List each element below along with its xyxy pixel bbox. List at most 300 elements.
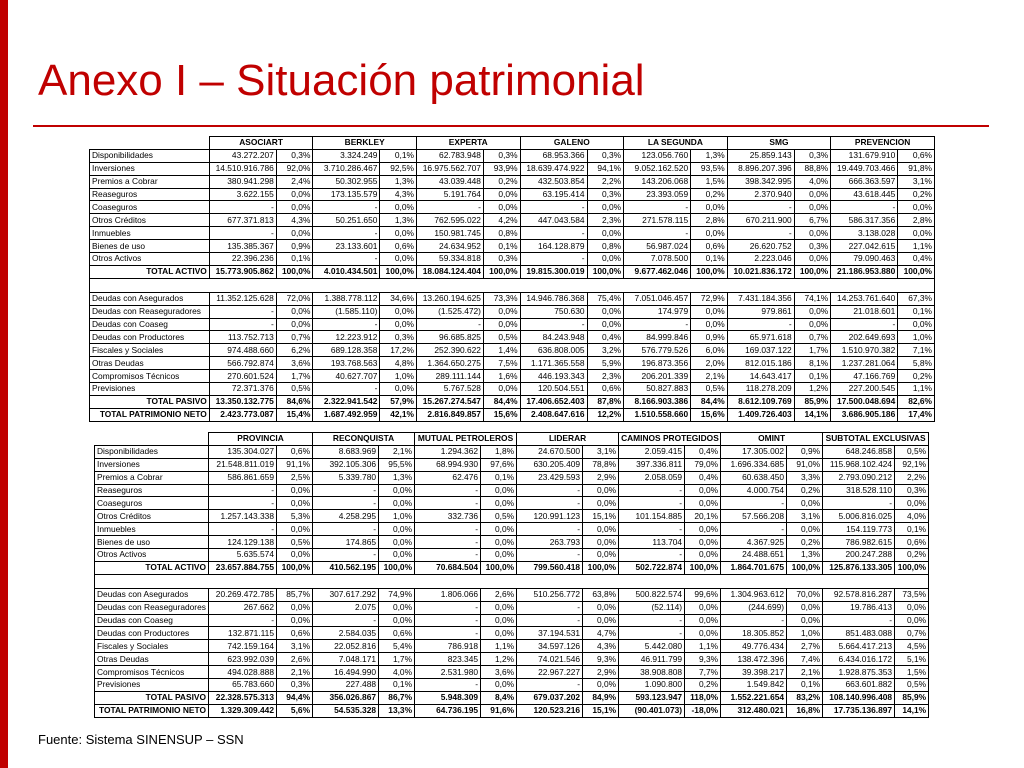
percent-cell: 0,0% <box>277 614 313 627</box>
amount-cell: 812.015.186 <box>727 357 794 370</box>
percent-cell: 0,0% <box>583 614 619 627</box>
percent-cell: 0,0% <box>794 188 831 201</box>
percent-cell: 85,9% <box>895 691 929 704</box>
amount-cell: 79.090.463 <box>831 253 898 266</box>
percent-cell: 2,1% <box>277 666 313 679</box>
percent-cell: 0,2% <box>787 484 823 497</box>
percent-cell: 1,3% <box>691 149 728 162</box>
amount-cell: 1.864.701.675 <box>721 561 787 574</box>
percent-cell: 0,0% <box>380 201 417 214</box>
percent-cell: 0,2% <box>685 679 721 692</box>
amount-cell: 666.363.597 <box>831 175 898 188</box>
percent-cell: 100,0% <box>787 561 823 574</box>
amount-cell: 289.111.144 <box>416 370 483 383</box>
percent-cell: 0,2% <box>787 536 823 549</box>
percent-cell: 0,0% <box>691 201 728 214</box>
percent-cell: 63,8% <box>583 588 619 601</box>
percent-cell: 72,9% <box>691 292 728 305</box>
total-activo-row <box>95 561 929 574</box>
amount-cell: 150.981.745 <box>416 227 483 240</box>
percent-cell: 0,5% <box>691 383 728 396</box>
amount-cell: 677.371.813 <box>209 214 276 227</box>
table-row <box>90 175 935 188</box>
amount-cell: 3.686.905.186 <box>831 408 898 421</box>
percent-cell: 0,6% <box>691 240 728 253</box>
percent-cell: 0,1% <box>276 253 313 266</box>
percent-cell: 0,0% <box>794 305 831 318</box>
amount-cell: - <box>415 601 481 614</box>
percent-cell: 1,8% <box>481 445 517 458</box>
table-row <box>90 188 935 201</box>
percent-cell: 88,8% <box>794 162 831 175</box>
amount-cell: 630.205.409 <box>517 458 583 471</box>
amount-cell: 21.548.811.019 <box>209 458 277 471</box>
amount-cell: 2.816.849.857 <box>416 408 483 421</box>
column-header: GALENO <box>520 137 624 150</box>
percent-cell: 0,0% <box>787 523 823 536</box>
percent-cell: 2,6% <box>481 588 517 601</box>
amount-cell: - <box>517 497 583 510</box>
percent-cell: 0,0% <box>277 549 313 562</box>
amount-cell: 586.317.356 <box>831 214 898 227</box>
percent-cell: 93,9% <box>483 162 520 175</box>
percent-cell: 0,3% <box>277 679 313 692</box>
percent-cell: 17,4% <box>898 408 935 421</box>
percent-cell: 0,0% <box>481 627 517 640</box>
amount-cell: 2.223.046 <box>727 253 794 266</box>
amount-cell: 143.206.068 <box>624 175 691 188</box>
amount-cell: 47.166.769 <box>831 370 898 383</box>
percent-cell: 0,9% <box>787 445 823 458</box>
percent-cell: 13,3% <box>379 704 415 717</box>
row-label: Bienes de uso <box>90 240 210 253</box>
amount-cell: 227.200.545 <box>831 383 898 396</box>
amount-cell: - <box>313 201 380 214</box>
percent-cell: 4,7% <box>583 627 619 640</box>
table-row <box>95 640 929 653</box>
amount-cell: 5.006.816.025 <box>823 510 895 523</box>
amount-cell: 96.685.825 <box>416 331 483 344</box>
amount-cell: - <box>520 201 587 214</box>
percent-cell: 2,8% <box>691 214 728 227</box>
percent-cell: 0,6% <box>277 627 313 640</box>
table-row <box>90 331 935 344</box>
amount-cell: 446.193.343 <box>520 370 587 383</box>
amount-cell: - <box>517 484 583 497</box>
table-row <box>95 627 929 640</box>
amount-cell: 356.026.867 <box>313 691 379 704</box>
table-row <box>90 344 935 357</box>
amount-cell: - <box>619 549 685 562</box>
amount-cell: 2.058.059 <box>619 471 685 484</box>
amount-cell: 24.634.952 <box>416 240 483 253</box>
percent-cell: 0,0% <box>380 253 417 266</box>
percent-cell: 92,1% <box>895 458 929 471</box>
percent-cell: 0,0% <box>277 497 313 510</box>
amount-cell: 174.979 <box>624 305 691 318</box>
amount-cell: 43.039.448 <box>416 175 483 188</box>
column-header: OMINT <box>721 433 823 446</box>
percent-cell: 0,0% <box>483 305 520 318</box>
amount-cell: 22.052.816 <box>313 640 379 653</box>
amount-cell: 50.827.883 <box>624 383 691 396</box>
row-label: TOTAL PASIVO <box>90 395 210 408</box>
table-row <box>90 240 935 253</box>
percent-cell: 0,5% <box>481 510 517 523</box>
amount-cell: - <box>209 614 277 627</box>
column-header: ASOCIART <box>209 137 313 150</box>
amount-cell: 586.861.659 <box>209 471 277 484</box>
percent-cell: 0,0% <box>587 318 624 331</box>
amount-cell: - <box>209 305 276 318</box>
amount-cell: 227.488 <box>313 679 379 692</box>
percent-cell: 0,0% <box>895 614 929 627</box>
percent-cell: 94,4% <box>277 691 313 704</box>
percent-cell: 0,0% <box>379 601 415 614</box>
amount-cell: 135.304.027 <box>209 445 277 458</box>
percent-cell: 0,1% <box>787 679 823 692</box>
amount-cell: - <box>727 201 794 214</box>
percent-cell: 1,5% <box>895 666 929 679</box>
amount-cell: 15.773.905.862 <box>209 265 276 278</box>
percent-cell: 0,0% <box>277 484 313 497</box>
percent-cell: 100,0% <box>277 561 313 574</box>
source-note: Fuente: Sistema SINENSUP – SSN <box>38 732 244 747</box>
row-label: Disponibilidades <box>95 445 209 458</box>
amount-cell: - <box>313 383 380 396</box>
amount-cell: 84.243.948 <box>520 331 587 344</box>
amount-cell: 397.336.811 <box>619 458 685 471</box>
amount-cell: 1.257.143.338 <box>209 510 277 523</box>
percent-cell: 0,0% <box>583 484 619 497</box>
amount-cell: 108.140.996.408 <box>823 691 895 704</box>
column-header: RECONQUISTA <box>313 433 415 446</box>
percent-cell: 15,1% <box>583 704 619 717</box>
row-label: TOTAL ACTIVO <box>95 561 209 574</box>
percent-cell: 72,0% <box>276 292 313 305</box>
column-header: SUBTOTAL EXCLUSIVAS <box>823 433 929 446</box>
amount-cell: 2.059.415 <box>619 445 685 458</box>
title-underline <box>33 125 989 127</box>
percent-cell: 0,1% <box>895 523 929 536</box>
amount-cell: - <box>415 679 481 692</box>
amount-cell: 37.194.531 <box>517 627 583 640</box>
percent-cell: 0,0% <box>483 383 520 396</box>
amount-cell: 8.166.903.386 <box>624 395 691 408</box>
percent-cell: 91,6% <box>481 704 517 717</box>
amount-cell: - <box>209 497 277 510</box>
percent-cell: 0,0% <box>685 484 721 497</box>
row-label: Fiscales y Sociales <box>90 344 210 357</box>
percent-cell: 0,4% <box>898 253 935 266</box>
amount-cell: 21.186.953.880 <box>831 265 898 278</box>
percent-cell: 0,6% <box>587 383 624 396</box>
percent-cell: 0,0% <box>898 318 935 331</box>
amount-cell: 202.649.693 <box>831 331 898 344</box>
amount-cell: 566.792.874 <box>209 357 276 370</box>
amount-cell: 21.018.601 <box>831 305 898 318</box>
amount-cell: 851.483.088 <box>823 627 895 640</box>
amount-cell: 19.786.413 <box>823 601 895 614</box>
percent-cell: 0,8% <box>587 240 624 253</box>
amount-cell: - <box>415 614 481 627</box>
amount-cell: 1.928.875.353 <box>823 666 895 679</box>
amount-cell: - <box>831 318 898 331</box>
amount-cell: 13.260.194.625 <box>416 292 483 305</box>
amount-cell: 5.948.309 <box>415 691 481 704</box>
percent-cell: 0,1% <box>691 253 728 266</box>
row-label: Deudas con Coaseg <box>90 318 210 331</box>
percent-cell: 5,3% <box>277 510 313 523</box>
amount-cell: - <box>624 318 691 331</box>
percent-cell: 4,3% <box>276 214 313 227</box>
percent-cell: 3,3% <box>787 471 823 484</box>
percent-cell: 67,3% <box>898 292 935 305</box>
percent-cell: 0,3% <box>895 484 929 497</box>
percent-cell: 0,1% <box>379 679 415 692</box>
percent-cell: 4,3% <box>380 188 417 201</box>
row-label: Otros Activos <box>95 549 209 562</box>
amount-cell: 115.968.102.424 <box>823 458 895 471</box>
amount-cell: 56.987.024 <box>624 240 691 253</box>
amount-cell: - <box>209 318 276 331</box>
amount-cell: - <box>619 484 685 497</box>
percent-cell: 0,0% <box>685 497 721 510</box>
amount-cell: - <box>831 201 898 214</box>
amount-cell: 70.684.504 <box>415 561 481 574</box>
percent-cell: 100,0% <box>587 265 624 278</box>
row-label: Inmuebles <box>95 523 209 536</box>
amount-cell: 5.767.528 <box>416 383 483 396</box>
amount-cell: 648.246.858 <box>823 445 895 458</box>
amount-cell: 40.627.707 <box>313 370 380 383</box>
table-row <box>95 666 929 679</box>
percent-cell: 0,0% <box>685 627 721 640</box>
percent-cell: 0,0% <box>787 614 823 627</box>
percent-cell: 57,9% <box>380 395 417 408</box>
row-label: Coaseguros <box>90 201 210 214</box>
row-label: Reaseguros <box>95 484 209 497</box>
percent-cell: 0,0% <box>587 253 624 266</box>
amount-cell: - <box>517 601 583 614</box>
amount-cell: - <box>517 679 583 692</box>
percent-cell: 4,3% <box>583 640 619 653</box>
amount-cell: (244.699) <box>721 601 787 614</box>
amount-cell: 14.253.761.640 <box>831 292 898 305</box>
amount-cell: 14.946.786.368 <box>520 292 587 305</box>
percent-cell: 16,8% <box>787 704 823 717</box>
percent-cell: 0,0% <box>587 305 624 318</box>
amount-cell: 432.503.854 <box>520 175 587 188</box>
amount-cell: 125.876.133.305 <box>823 561 895 574</box>
amount-cell: 576.779.526 <box>624 344 691 357</box>
amount-cell: 19.815.300.019 <box>520 265 587 278</box>
row-label: Deudas con Asegurados <box>90 292 210 305</box>
amount-cell: - <box>415 536 481 549</box>
percent-cell: 42,1% <box>380 408 417 421</box>
amount-cell: - <box>823 614 895 627</box>
table-row <box>90 214 935 227</box>
amount-cell: 270.601.524 <box>209 370 276 383</box>
percent-cell: 1,0% <box>787 627 823 640</box>
percent-cell: 70,0% <box>787 588 823 601</box>
amount-cell: - <box>520 253 587 266</box>
percent-cell: 4,2% <box>483 214 520 227</box>
percent-cell: 99,6% <box>685 588 721 601</box>
amount-cell: 593.123.947 <box>619 691 685 704</box>
percent-cell: 0,0% <box>787 601 823 614</box>
percent-cell: 100,0% <box>794 265 831 278</box>
amount-cell: 786.982.615 <box>823 536 895 549</box>
percent-cell: 4,0% <box>794 175 831 188</box>
table-row <box>90 149 935 162</box>
table-row <box>95 588 929 601</box>
percent-cell: 0,0% <box>583 601 619 614</box>
percent-cell: 2,6% <box>277 653 313 666</box>
percent-cell: 83,2% <box>787 691 823 704</box>
percent-cell: 0,0% <box>481 484 517 497</box>
amount-cell: 979.861 <box>727 305 794 318</box>
amount-cell: 312.480.021 <box>721 704 787 717</box>
spacer-row <box>95 574 929 588</box>
total-pasivo-row <box>90 395 935 408</box>
table-row <box>95 484 929 497</box>
percent-cell: 2,9% <box>583 666 619 679</box>
percent-cell: 0,3% <box>794 240 831 253</box>
percent-cell: 12,2% <box>587 408 624 421</box>
amount-cell: 46.911.799 <box>619 653 685 666</box>
table-row <box>95 497 929 510</box>
amount-cell: (52.114) <box>619 601 685 614</box>
amount-cell: 823.345 <box>415 653 481 666</box>
amount-cell: - <box>619 497 685 510</box>
amount-cell: 1.090.800 <box>619 679 685 692</box>
percent-cell: 0,0% <box>483 201 520 214</box>
percent-cell: 82,6% <box>898 395 935 408</box>
percent-cell: 9,3% <box>583 653 619 666</box>
percent-cell: 84,4% <box>483 395 520 408</box>
amount-cell: 318.528.110 <box>823 484 895 497</box>
amount-cell: 8.683.969 <box>313 445 379 458</box>
table-situacion-2 <box>94 432 929 718</box>
left-accent-bar <box>0 0 8 768</box>
percent-cell: 2,9% <box>583 471 619 484</box>
percent-cell: 0,0% <box>583 497 619 510</box>
percent-cell: 0,4% <box>685 471 721 484</box>
amount-cell: - <box>209 201 276 214</box>
table-row <box>90 383 935 396</box>
percent-cell: 1,0% <box>380 370 417 383</box>
table-row <box>95 458 929 471</box>
table-row <box>95 679 929 692</box>
amount-cell: 17.305.002 <box>721 445 787 458</box>
percent-cell: 0,0% <box>276 188 313 201</box>
amount-cell: 17.500.048.694 <box>831 395 898 408</box>
amount-cell: - <box>313 318 380 331</box>
percent-cell: 0,3% <box>483 253 520 266</box>
amount-cell: 65.783.660 <box>209 679 277 692</box>
percent-cell: 97,6% <box>481 458 517 471</box>
amount-cell: 636.808.005 <box>520 344 587 357</box>
percent-cell: 0,0% <box>379 536 415 549</box>
amount-cell: 670.211.900 <box>727 214 794 227</box>
table-row <box>95 614 929 627</box>
percent-cell: 0,6% <box>898 149 935 162</box>
percent-cell: 1,1% <box>481 640 517 653</box>
percent-cell: 7,5% <box>483 357 520 370</box>
row-label: Otros Créditos <box>90 214 210 227</box>
percent-cell: 0,5% <box>276 383 313 396</box>
row-label: TOTAL PATRIMONIO NETO <box>90 408 210 421</box>
column-header: LIDERAR <box>517 433 619 446</box>
amount-cell: - <box>313 484 379 497</box>
percent-cell: 0,3% <box>587 188 624 201</box>
amount-cell: 502.722.874 <box>619 561 685 574</box>
percent-cell: 0,0% <box>481 614 517 627</box>
amount-cell: 4.258.295 <box>313 510 379 523</box>
amount-cell: - <box>209 484 277 497</box>
percent-cell: 0,0% <box>898 201 935 214</box>
amount-cell: 252.390.622 <box>416 344 483 357</box>
amount-cell: 154.119.773 <box>823 523 895 536</box>
amount-cell: 1.409.726.403 <box>727 408 794 421</box>
row-label: Deudas con Coaseg <box>95 614 209 627</box>
amount-cell: 11.352.125.628 <box>209 292 276 305</box>
amount-cell: 1.549.842 <box>721 679 787 692</box>
amount-cell: - <box>415 523 481 536</box>
percent-cell: 100,0% <box>895 561 929 574</box>
percent-cell: 0,0% <box>787 497 823 510</box>
row-label: Deudas con Asegurados <box>95 588 209 601</box>
amount-cell: 113.704 <box>619 536 685 549</box>
amount-cell: 7.431.184.356 <box>727 292 794 305</box>
amount-cell: 74.021.546 <box>517 653 583 666</box>
amount-cell: - <box>624 201 691 214</box>
percent-cell: 2,2% <box>895 471 929 484</box>
amount-cell: - <box>517 614 583 627</box>
percent-cell: 92,0% <box>276 162 313 175</box>
percent-cell: 0,7% <box>276 331 313 344</box>
row-label: TOTAL ACTIVO <box>90 265 210 278</box>
percent-cell: 1,7% <box>379 653 415 666</box>
amount-cell: 200.247.288 <box>823 549 895 562</box>
percent-cell: 4,0% <box>379 666 415 679</box>
percent-cell: 8,4% <box>481 691 517 704</box>
amount-cell: - <box>415 484 481 497</box>
amount-cell: 267.662 <box>209 601 277 614</box>
percent-cell: 0,0% <box>587 201 624 214</box>
amount-cell: 68.953.366 <box>520 149 587 162</box>
amount-cell: - <box>619 614 685 627</box>
amount-cell: 8.896.207.396 <box>727 162 794 175</box>
page-title: Anexo I – Situación patrimonial <box>38 56 645 105</box>
amount-cell: 124.129.138 <box>209 536 277 549</box>
percent-cell: 0,9% <box>691 331 728 344</box>
column-header: SMG <box>727 137 831 150</box>
percent-cell: 0,1% <box>380 149 417 162</box>
percent-cell: 0,1% <box>481 471 517 484</box>
percent-cell: 100,0% <box>379 561 415 574</box>
amount-cell: 34.597.126 <box>517 640 583 653</box>
row-label: Otras Deudas <box>90 357 210 370</box>
percent-cell: 3,6% <box>276 357 313 370</box>
percent-cell: 91,8% <box>898 162 935 175</box>
amount-cell: 7.078.500 <box>624 253 691 266</box>
amount-cell: 64.736.195 <box>415 704 481 717</box>
row-label: Deudas con Productores <box>95 627 209 640</box>
percent-cell: 2,3% <box>587 370 624 383</box>
percent-cell: 0,0% <box>481 497 517 510</box>
